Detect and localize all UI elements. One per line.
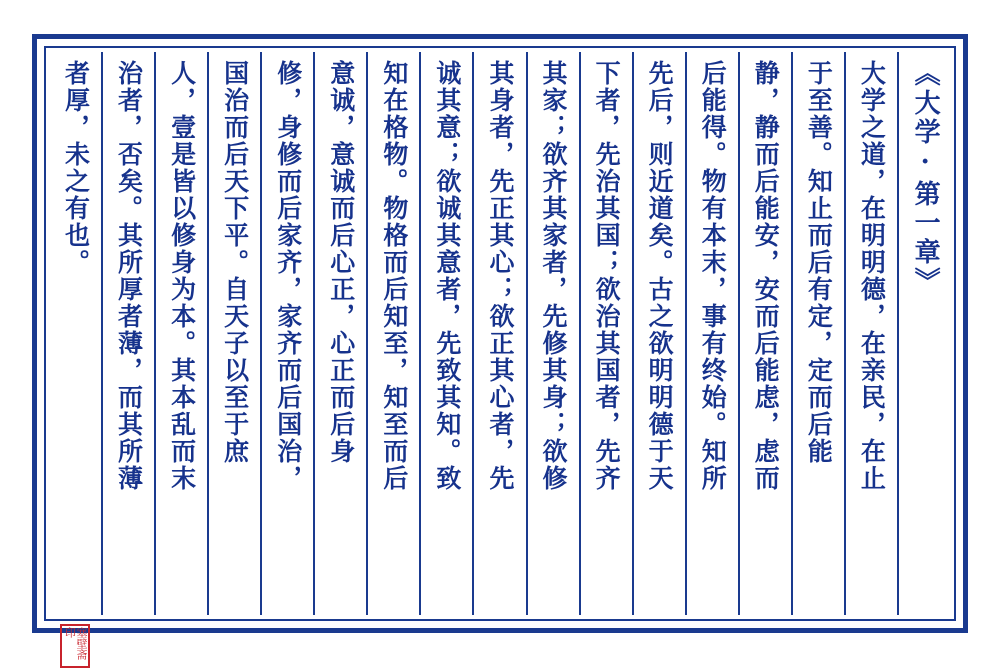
text-column-5 (632, 52, 685, 615)
column-text: 人，壹是皆以修身为本。其本乱而末 (167, 60, 197, 492)
column-text: 静，静而后能安，安而后能虑，虑而 (751, 60, 781, 492)
column-text: 国治而后天下平。自天子以至于庶 (220, 60, 250, 465)
column-text: 其身者，先正其心；欲正其心者，先 (485, 60, 515, 492)
text-column-title (897, 52, 950, 615)
column-text: 大学之道，在明明德，在亲民，在止 (857, 60, 887, 492)
column-text: 先后，则近道矣。古之欲明明德于天 (645, 60, 675, 492)
text-column-6 (579, 52, 632, 615)
text-column-2 (791, 52, 844, 615)
column-text: 后能得。物有本末，事有终始。知所 (698, 60, 728, 492)
text-column-9 (419, 52, 472, 615)
outer-border-frame (32, 34, 968, 660)
column-text: 诚其意；欲诚其意者，先致其知。致 (432, 60, 462, 492)
column-text: 知在格物。物格而后知至，知至而后 (379, 60, 409, 492)
text-column-13 (207, 52, 260, 615)
column-text: 其家；欲齐其家者，先修其身；欲修 (539, 60, 569, 492)
text-column-14 (154, 52, 207, 615)
column-text: 修，身修而后家齐，家齐而后国治， (273, 60, 303, 492)
column-text: 治者，否矣。其所厚者薄，而其所薄 (114, 60, 144, 492)
vertical-text-columns (50, 52, 950, 660)
text-column-10 (366, 52, 419, 615)
text-column-12 (260, 52, 313, 615)
text-column-15 (101, 52, 154, 615)
column-text: 者厚，未之有也。 (61, 60, 91, 276)
inner-border-frame (44, 46, 956, 660)
text-column-4 (685, 52, 738, 615)
text-column-11 (313, 52, 366, 615)
column-text: 意诚，意诚而后心正，心正而后身 (326, 60, 356, 465)
text-column-7 (526, 52, 579, 615)
text-column-8 (472, 52, 525, 615)
text-column-3 (738, 52, 791, 615)
column-text: 下者，先治其国；欲治其国者，先齐 (592, 60, 622, 492)
seal-stamp-icon: 塞壁斋印 (60, 624, 90, 668)
column-text: 于至善。知止而后有定，定而后能 (804, 60, 834, 465)
text-column-1 (844, 52, 897, 615)
text-column-16 (50, 52, 101, 660)
column-text: 《大学·第一章》 (910, 60, 941, 296)
